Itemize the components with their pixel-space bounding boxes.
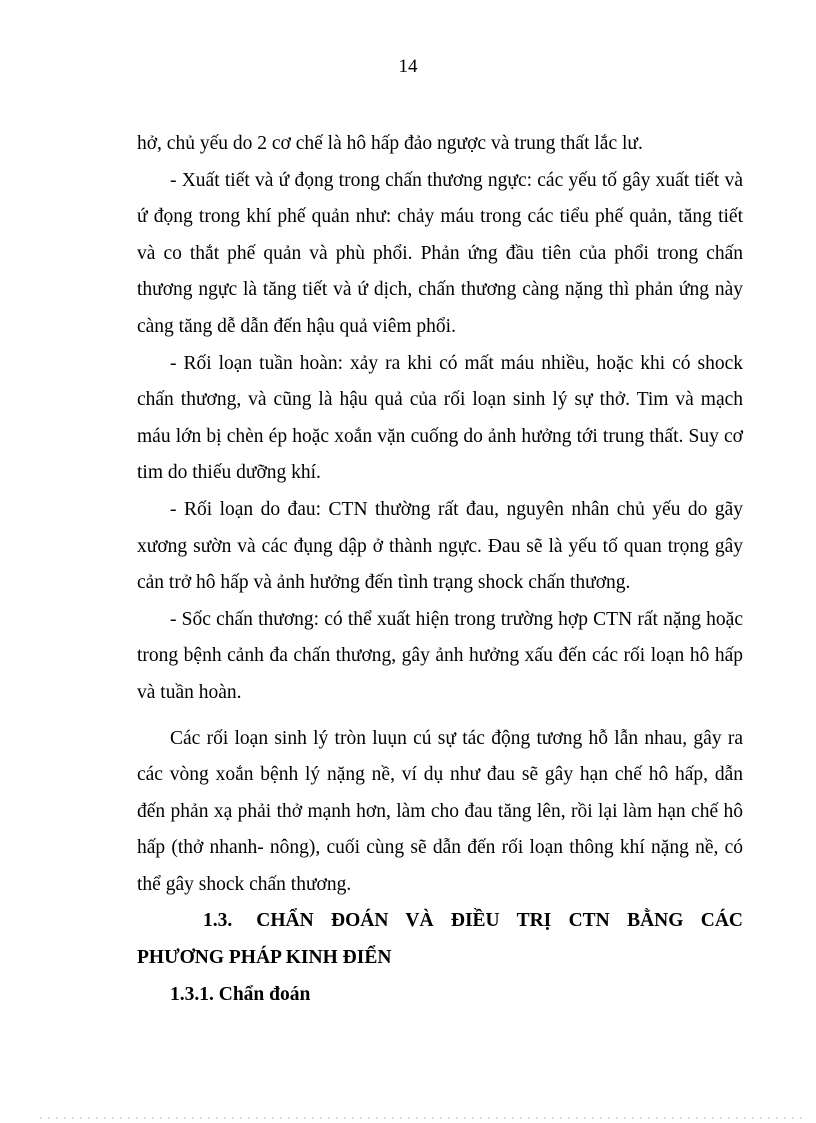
page-body	[137, 126, 743, 1013]
section-number: 1.3.	[203, 910, 233, 932]
body-paragraph: - Rối loạn do đau: CTN thường rất đau, nguyên nhân chủ yếu do gãy xương sườn và các đụng dập ở thành ngực. Đau sẽ là yếu tố quan trọng gây cản trở hô hấp và ảnh hưởng đến tình trạng shock chấn thương.	[137, 498, 743, 594]
subsection-heading: 1.3.1. Chẩn đoán	[170, 983, 311, 1005]
section-heading	[137, 903, 743, 976]
page-number: 14	[398, 56, 418, 77]
section-title: CHẨN ĐOÁN VÀ ĐIỀU TRỊ CTN BẰNG CÁC PHƯƠNG PHÁP KINH ĐIỂN	[137, 910, 743, 969]
bottom-dotted-line	[40, 1116, 808, 1119]
body-paragraph: - Rối loạn tuần hoàn: xảy ra khi có mất máu nhiều, hoặc khi có shock chấn thương, và cũng là hậu quả của rối loạn sinh lý sự thở. Tim và mạch máu lớn bị chèn ép hoặc xoắn vặn cuống do ảnh hưởng tới trung thất. Suy cơ tim do thiếu dưỡng khí.	[137, 352, 743, 484]
body-paragraph: hở, chủ yếu do 2 cơ chế là hô hấp đảo ngược và trung thất lắc lư.	[137, 133, 643, 154]
body-paragraph: Các rối loạn sinh lý tròn luụn cú sự tác động tương hỗ lẫn nhau, gây ra các vòng xoắn bệnh lý nặng nề, ví dụ như đau sẽ gây hạn chế hô hấp, dẫn đến phản xạ phải thở mạnh hơn, làm cho đau tăng lên, rồi lại làm hạn chế hô hấp (thở nhanh- nông), cuối cùng sẽ dẫn đến rối loạn thông khí nặng nề, có thể gây shock chấn thương.	[137, 727, 743, 895]
body-paragraph: - Sốc chấn thương: có thể xuất hiện trong trường hợp CTN rất nặng hoặc trong bệnh cảnh đa chấn thương, gây ảnh hưởng xấu đến các rối loạn hô hấp và tuần hoàn.	[137, 608, 743, 703]
body-paragraph: - Xuất tiết và ứ đọng trong chấn thương ngực: các yếu tố gây xuất tiết và ứ đọng trong khí phế quản như: chảy máu trong các tiểu phế quản, tăng tiết và co thắt phế quản và phù phổi. Phản ứng đầu tiên của phổi trong chấn thương ngực là tăng tiết và ứ dịch, chấn thương càng nặng thì phản ứng này càng tăng dễ dẫn đến hậu quả viêm phổi.	[137, 169, 743, 337]
